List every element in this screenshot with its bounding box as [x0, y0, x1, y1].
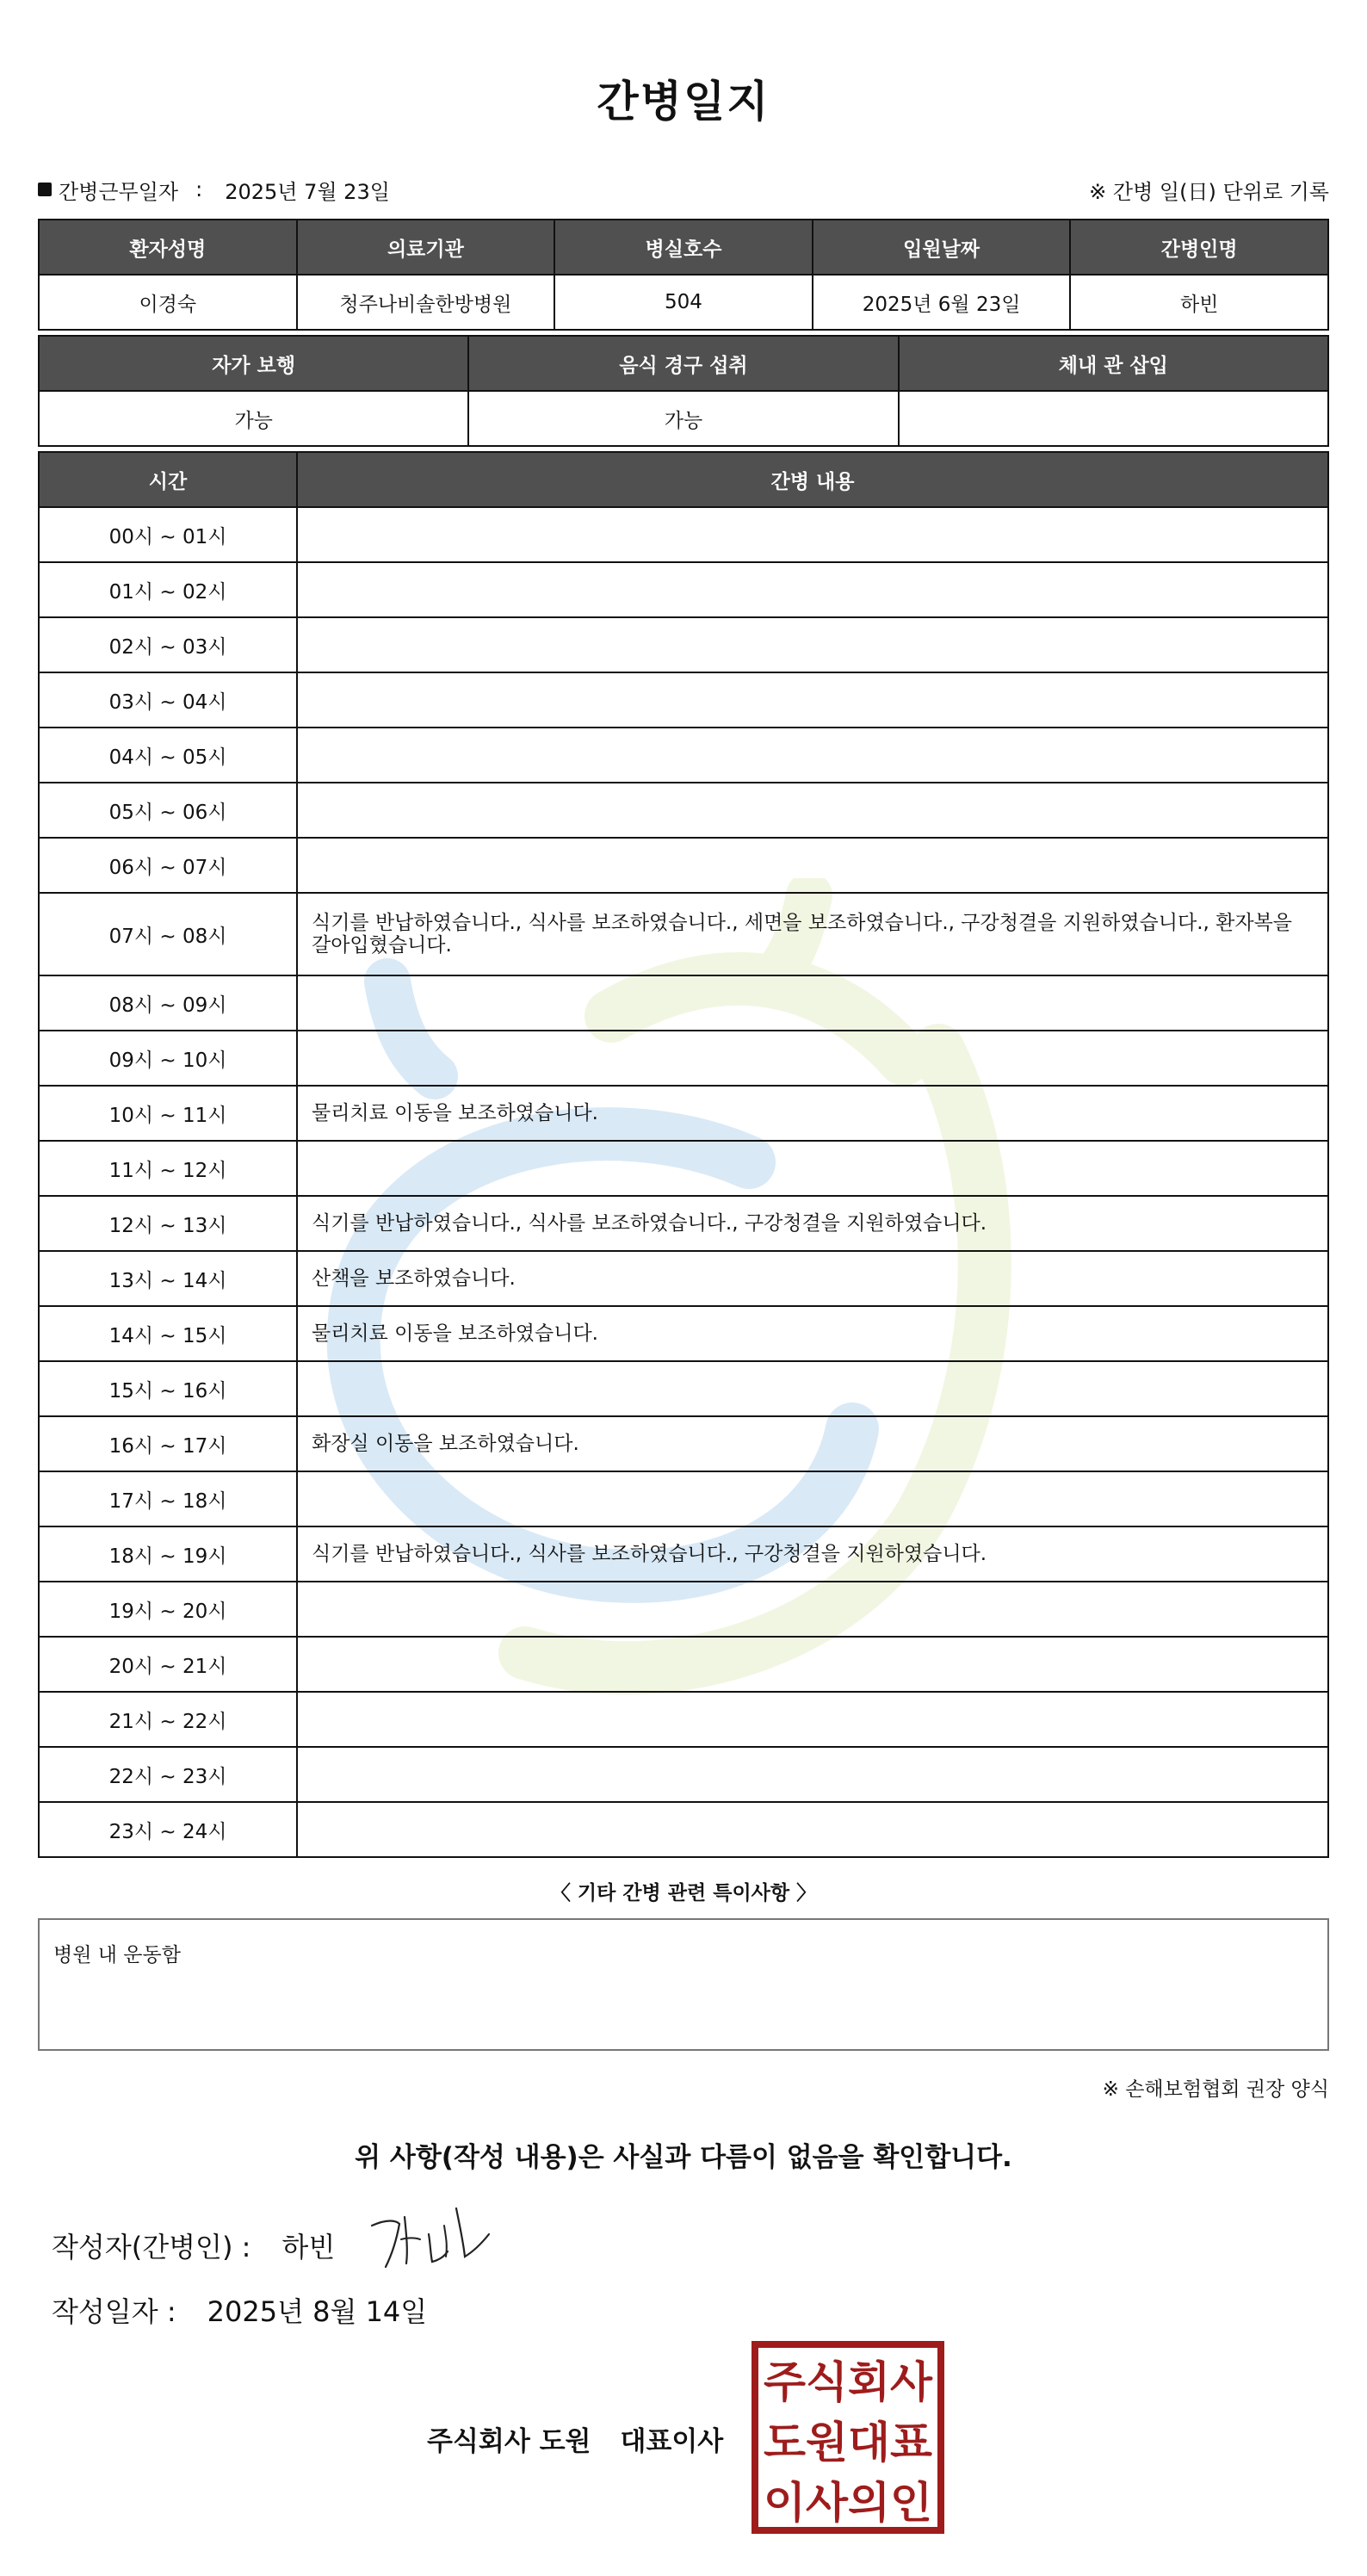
- writer-name: 하빈: [281, 2231, 336, 2263]
- care-content: [297, 1692, 1328, 1747]
- time-slot: 08시 ~ 09시: [39, 975, 297, 1031]
- care-content: [297, 1802, 1328, 1857]
- time-slot: 21시 ~ 22시: [39, 1692, 297, 1747]
- company-signature-line: [427, 2419, 723, 2458]
- table-row: [39, 1141, 1328, 1196]
- record-unit-note: ※ 간병 일(日) 단위로 기록: [1089, 179, 1329, 204]
- care-content: [297, 562, 1328, 617]
- care-content: 물리치료 이동을 보조하였습니다.: [297, 1086, 1328, 1141]
- writer-label: 작성자(간병인) :: [52, 2231, 251, 2263]
- table-row: [39, 1196, 1328, 1251]
- work-date-label: 간병근무일자: [59, 179, 179, 204]
- table-row: [39, 1251, 1328, 1306]
- care-content: [297, 728, 1328, 783]
- header-institution: 의료기관: [297, 220, 555, 275]
- special-notes-title: 〈 기타 간병 관련 특이사항 〉: [550, 1882, 817, 1904]
- header-time: 시간: [39, 452, 297, 507]
- care-content: 물리치료 이동을 보조하였습니다.: [297, 1306, 1328, 1361]
- header-caregiver-name: 간병인명: [1070, 220, 1328, 275]
- header-admission-date: 입원날짜: [813, 220, 1071, 275]
- tube-insertion-value: [899, 391, 1328, 446]
- company-name: 주식회사 도원: [427, 2426, 591, 2457]
- time-slot: 13시 ~ 14시: [39, 1251, 297, 1306]
- written-date-label: 작성일자 :: [52, 2295, 176, 2328]
- header-room-number: 병실호수: [554, 220, 813, 275]
- header-tube-insertion: 체내 관 삽입: [899, 336, 1328, 391]
- care-content: [297, 1361, 1328, 1416]
- care-content: [297, 1582, 1328, 1637]
- svg-text:도원대표: 도원대표: [764, 2418, 933, 2468]
- table-row: [39, 507, 1328, 562]
- time-slot: 19시 ~ 20시: [39, 1582, 297, 1637]
- special-notes-box: [38, 1918, 1329, 2051]
- table-row: [39, 728, 1328, 783]
- header-oral-intake: 음식 경구 섭취: [468, 336, 898, 391]
- time-slot: 09시 ~ 10시: [39, 1031, 297, 1086]
- header-care-content: 간병 내용: [297, 452, 1328, 507]
- time-slot: 04시 ~ 05시: [39, 728, 297, 783]
- care-content: [297, 975, 1328, 1031]
- care-content: [297, 1747, 1328, 1802]
- care-content: [297, 617, 1328, 672]
- table-row: [39, 1747, 1328, 1802]
- table-row: [39, 1031, 1328, 1086]
- time-slot: 02시 ~ 03시: [39, 617, 297, 672]
- writer-row: [52, 2226, 335, 2265]
- header-row: [38, 175, 1329, 204]
- table-row: [39, 838, 1328, 893]
- header-self-walking: 자가 보행: [39, 336, 468, 391]
- time-slot: 23시 ~ 24시: [39, 1802, 297, 1857]
- table-row: [39, 1471, 1328, 1526]
- table-row: [39, 1802, 1328, 1857]
- time-slot: 20시 ~ 21시: [39, 1637, 297, 1692]
- time-slot: 01시 ~ 02시: [39, 562, 297, 617]
- time-slot: 07시 ~ 08시: [39, 893, 297, 975]
- written-date-row: [52, 2290, 427, 2330]
- time-slot: 10시 ~ 11시: [39, 1086, 297, 1141]
- oral-intake-value: 가능: [468, 391, 898, 446]
- svg-text:이사의인: 이사의인: [764, 2478, 932, 2528]
- page-title: 간병일지: [597, 77, 770, 127]
- svg-text:주식회사: 주식회사: [764, 2357, 933, 2407]
- time-slot: 14시 ~ 15시: [39, 1306, 297, 1361]
- time-slot: 18시 ~ 19시: [39, 1526, 297, 1582]
- square-bullet-icon: [38, 183, 52, 196]
- table-row: [39, 1361, 1328, 1416]
- time-slot: 16시 ~ 17시: [39, 1416, 297, 1471]
- care-content: [297, 507, 1328, 562]
- company-seal-stamp: [751, 2340, 945, 2535]
- table-row: [39, 1637, 1328, 1692]
- self-walking-value: 가능: [39, 391, 468, 446]
- care-content: 화장실 이동을 보조하였습니다.: [297, 1416, 1328, 1471]
- work-date-value: 2025년 7월 23일: [225, 179, 390, 204]
- care-content: [297, 672, 1328, 728]
- table-row: [39, 1086, 1328, 1141]
- table-row: [39, 1416, 1328, 1471]
- caregiver-name: 하빈: [1070, 275, 1328, 330]
- company-title: 대표이사: [620, 2426, 724, 2457]
- confirmation-statement: 위 사항(작성 내용)은 사실과 다름이 없음을 확인합니다.: [355, 2142, 1012, 2173]
- table-row: [39, 617, 1328, 672]
- table-row: [39, 1306, 1328, 1361]
- care-content: 식기를 반납하였습니다., 식사를 보조하였습니다., 구강청결을 지원하였습니다.: [297, 1526, 1328, 1582]
- time-slot: 15시 ~ 16시: [39, 1361, 297, 1416]
- patient-info-table: [38, 219, 1329, 331]
- care-content: [297, 1031, 1328, 1086]
- patient-name: 이경숙: [39, 275, 297, 330]
- care-content: 식기를 반납하였습니다., 식사를 보조하였습니다., 세면을 보조하였습니다., 구강청결을 지원하였습니다., 환자복을 갈아입혔습니다.: [297, 893, 1328, 975]
- table-row: [39, 1526, 1328, 1582]
- care-content: [297, 838, 1328, 893]
- table-row: [39, 1582, 1328, 1637]
- work-date-colon: :: [195, 177, 203, 201]
- time-slot: 05시 ~ 06시: [39, 783, 297, 838]
- written-date-value: 2025년 8월 14일: [207, 2295, 428, 2328]
- time-slot: 17시 ~ 18시: [39, 1471, 297, 1526]
- care-content: [297, 1141, 1328, 1196]
- handwritten-signature: [362, 2200, 499, 2277]
- table-row: [39, 562, 1328, 617]
- table-row: [39, 1692, 1328, 1747]
- time-slot: 22시 ~ 23시: [39, 1747, 297, 1802]
- table-row: [39, 783, 1328, 838]
- header-patient-name: 환자성명: [39, 220, 297, 275]
- care-content: [297, 1471, 1328, 1526]
- ability-table: [38, 335, 1329, 447]
- admission-date: 2025년 6월 23일: [813, 275, 1071, 330]
- table-row: [39, 975, 1328, 1031]
- time-slot: 12시 ~ 13시: [39, 1196, 297, 1251]
- time-slot: 11시 ~ 12시: [39, 1141, 297, 1196]
- special-notes-text: 병원 내 운동함: [53, 1944, 181, 1966]
- care-log-table: [38, 451, 1329, 1858]
- work-date: [38, 175, 390, 205]
- room-number: 504: [554, 275, 813, 330]
- time-slot: 03시 ~ 04시: [39, 672, 297, 728]
- table-row: [39, 672, 1328, 728]
- care-content: [297, 1637, 1328, 1692]
- format-note: ※ 손해보험협회 권장 양식: [1102, 2078, 1329, 2101]
- table-row: [39, 893, 1328, 975]
- time-slot: 00시 ~ 01시: [39, 507, 297, 562]
- care-content: 식기를 반납하였습니다., 식사를 보조하였습니다., 구강청결을 지원하였습니다.: [297, 1196, 1328, 1251]
- care-content: 산책을 보조하였습니다.: [297, 1251, 1328, 1306]
- time-slot: 06시 ~ 07시: [39, 838, 297, 893]
- care-content: [297, 783, 1328, 838]
- institution: 청주나비솔한방병원: [297, 275, 555, 330]
